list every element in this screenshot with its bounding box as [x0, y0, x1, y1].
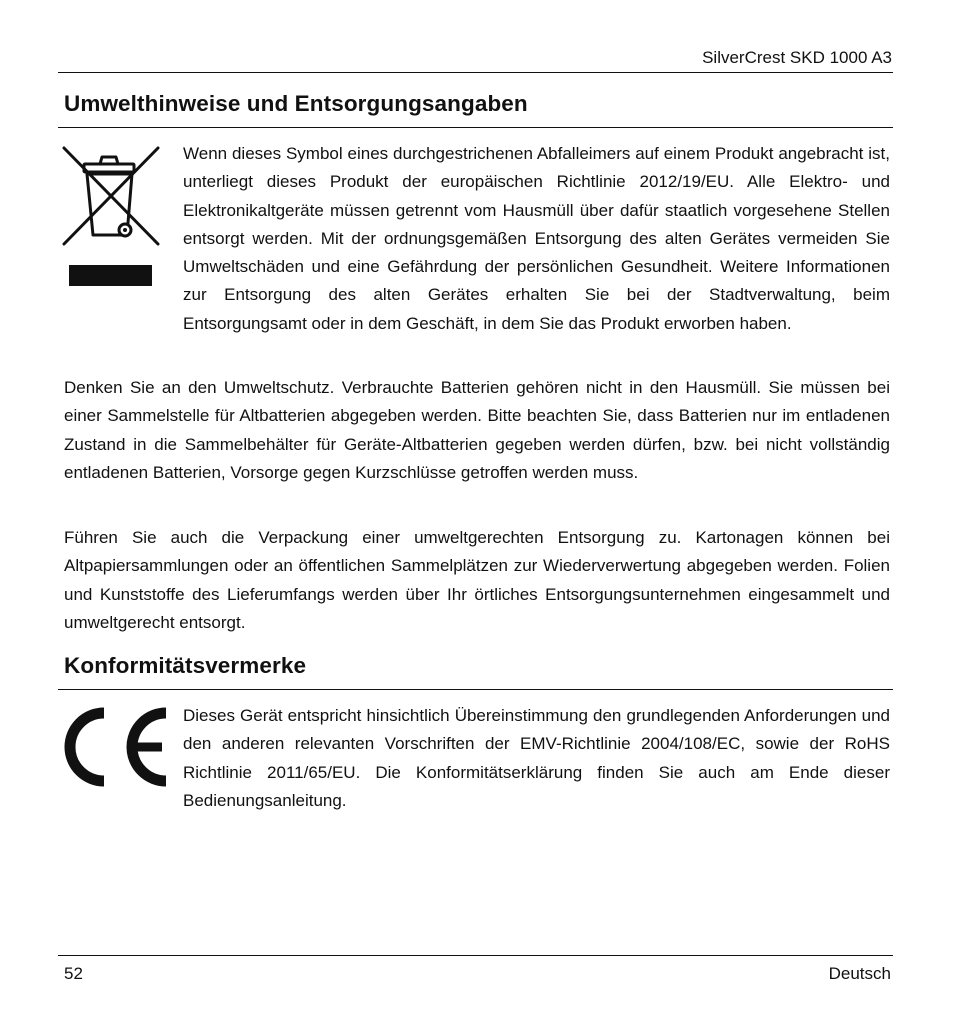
heading-environment: Umwelthinweise und Entsorgungsangaben: [64, 91, 528, 116]
paragraph-weee: Wenn dieses Symbol eines durchgestrichenen Abfalleimers auf einem Produkt angebracht ist, unterliegt dieses Produkt der europäischen Richtlinie 2012/19/EU. Alle Elektro- und Elektronikaltgeräte müssen getrennt vom Hausmüll über dafür staatlich vorgesehene Stellen entsorgt werden. Mit der ordnungsgemäßen Entsorgung des alten Gerätes vermeiden Sie Umweltschäden und eine Gefährdung der persönlichen Gesundheit. Weitere Informationen zur Entsorgung des alten Gerätes erhalten Sie bei der Stadtverwaltung, beim Entsorgungsamt oder in dem Geschäft, in dem Sie das Produkt erworben haben.: [183, 144, 890, 333]
paragraph-batteries: Denken Sie an den Umweltschutz. Verbrauchte Batterien gehören nicht in den Hausmüll. Sie müssen bei einer Sammelstelle für Altbatterien abgegeben werden. Bitte beachten Sie, dass Batterien nur im entladenen Zustand in die Sammelbehälter für Geräte-Altbatterien gegeben werden dürfen, bzw. bei nicht vollständig entladenen Batterien, Vorsorge gegen Kurzschlüsse getroffen werden muss.: [64, 378, 890, 482]
footer-rule: [58, 955, 893, 956]
page-header-product: SilverCrest SKD 1000 A3: [702, 48, 892, 67]
heading-environment-rule: [58, 127, 893, 128]
ce-mark-icon: [62, 707, 172, 787]
crossed-out-wheelie-bin-icon: [62, 144, 162, 294]
page-number: 52: [64, 964, 83, 983]
paragraph-packaging: Führen Sie auch die Verpackung einer umweltgerechten Entsorgung zu. Kartonagen können bei Altpapiersammlungen oder an öffentlichen Sammelplätzen zur Wiederverwertung abgegeben werden. Folien und Kunststoffe des Lieferumfangs werden über Ihr örtliches Entsorgungsunternehmen eingesammelt und umweltgerecht entsorgt.: [64, 528, 890, 632]
heading-conformity: Konformitätsvermerke: [64, 653, 307, 678]
heading-conformity-rule: [58, 689, 893, 690]
header-rule: [58, 72, 893, 73]
footer-language: Deutsch: [828, 964, 891, 983]
paragraph-conformity: Dieses Gerät entspricht hinsichtlich Übereinstimmung den grundlegenden Anforderungen und den anderen relevanten Vorschriften der EMV-Richtlinie 2004/108/EC, sowie der RoHS Richtlinie 2011/65/EU. Die Konformitätserklärung finden Sie auch am Ende dieser Bedienungsanleitung.: [183, 706, 890, 810]
